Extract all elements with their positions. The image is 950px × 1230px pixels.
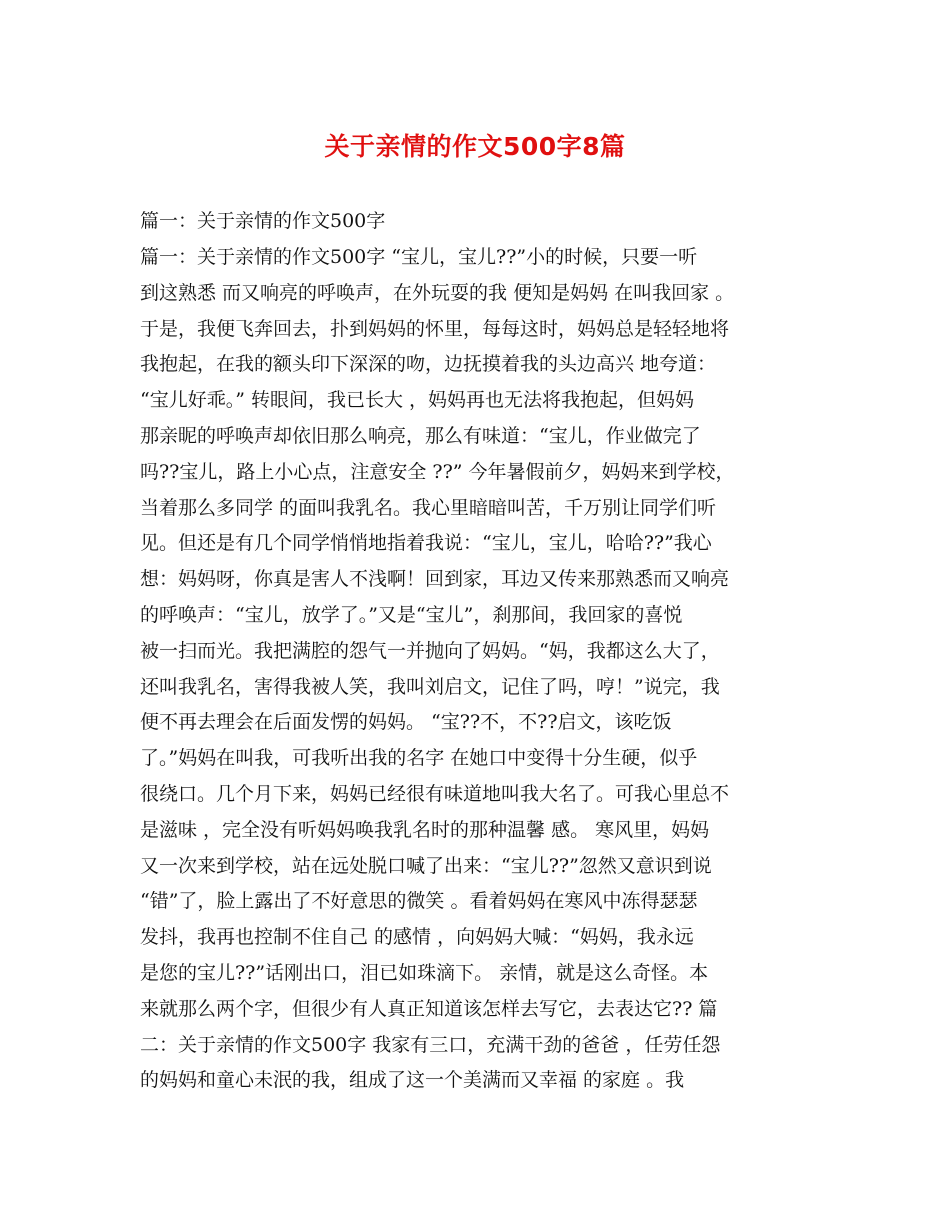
- body-line: 见。但还是有几个同学悄悄地指着我说：“宝儿，宝儿，哈哈??”我心: [140, 532, 712, 555]
- body-line: 二：关于亲情的作文500字 我家有三口，充满干劲的爸爸 ，任劳任怨: [140, 1033, 721, 1056]
- body-line: 的呼唤声：“宝儿，放学了。”又是“宝儿”，刹那间，我回家的喜悦: [140, 603, 683, 626]
- body-line: 想：妈妈呀，你真是害人不浅啊！回到家，耳边又传来那熟悉而又响亮: [140, 568, 730, 591]
- body-line: 来就那么两个字，但很少有人真正知道该怎样去写它，去表达它?? 篇: [140, 997, 718, 1020]
- body-line: 发抖，我再也控制不住自己 的感情 ，向妈妈大喊：“妈妈，我永远: [140, 926, 694, 949]
- body-line: 便不再去理会在后面发愣的妈妈。 “宝??不，不??启文，该吃饭: [140, 711, 672, 734]
- body-line: 的妈妈和童心未泯的我，组成了这一个美满而又幸福 的家庭 。我: [140, 1069, 685, 1092]
- body-line: 到这熟悉 而又响亮的呼唤声，在外玩耍的我 便知是妈妈 在叫我回家 。: [140, 281, 735, 304]
- body-line: 篇一：关于亲情的作文500字 “宝儿，宝儿??”小的时候，只要一听: [140, 246, 698, 268]
- body-line: 了。”妈妈在叫我，可我听出我的名字 在她口中变得十分生硬，似乎: [140, 747, 698, 770]
- body-line: 是滋味 ，完全没有听妈妈唤我乳名时的那种温馨 感。 寒风里，妈妈: [140, 818, 710, 841]
- body-line: 那亲昵的呼唤声却依旧那么响亮，那么有味道：“宝儿，作业做完了: [140, 424, 701, 447]
- body-text: [140, 240, 830, 1099]
- body-line: 当着那么多同学 的面叫我乳名。我心里暗暗叫苦，千万别让同学们听: [140, 496, 717, 519]
- body-line: 被一扫而光。我把满腔的怨气一并抛向了妈妈。“妈，我都这么大了，: [140, 639, 720, 662]
- body-line: 很绕口。几个月下来，妈妈已经很有味道地叫我大名了。可我心里总不: [140, 782, 730, 805]
- body-line: 是您的宝儿??”话刚出口，泪已如珠滴下。 亲情，就是这么奇怪。本: [140, 961, 709, 984]
- body-line: “宝儿好乖。” 转眼间，我已长大 ，妈妈再也无法将我抱起，但妈妈: [140, 389, 695, 412]
- body-line: 我抱起，在我的额头印下深深的吻，边抚摸着我的头边高兴 地夸道：: [140, 353, 717, 376]
- body-line: 又一次来到学校，站在远处脱口喊了出来：“宝儿??”忽然又意识到说: [140, 854, 712, 877]
- body-line: “错”了，脸上露出了不好意思的微笑 。看着妈妈在寒风中冻得瑟瑟: [140, 890, 698, 913]
- body-line: 还叫我乳名，害得我被人笑，我叫刘启文，记住了吗，哼！”说完，我: [140, 675, 720, 698]
- body-line: 于是，我便飞奔回去，扑到妈妈的怀里，每每这时，妈妈总是轻轻地将: [140, 317, 730, 340]
- section-subheading: 篇一：关于亲情的作文500字: [140, 210, 386, 232]
- body-line: 吗??宝儿，路上小心点，注意安全 ??” 今年暑假前夕，妈妈来到学校，: [140, 460, 735, 483]
- document-title: 关于亲情的作文500字8篇: [324, 132, 626, 161]
